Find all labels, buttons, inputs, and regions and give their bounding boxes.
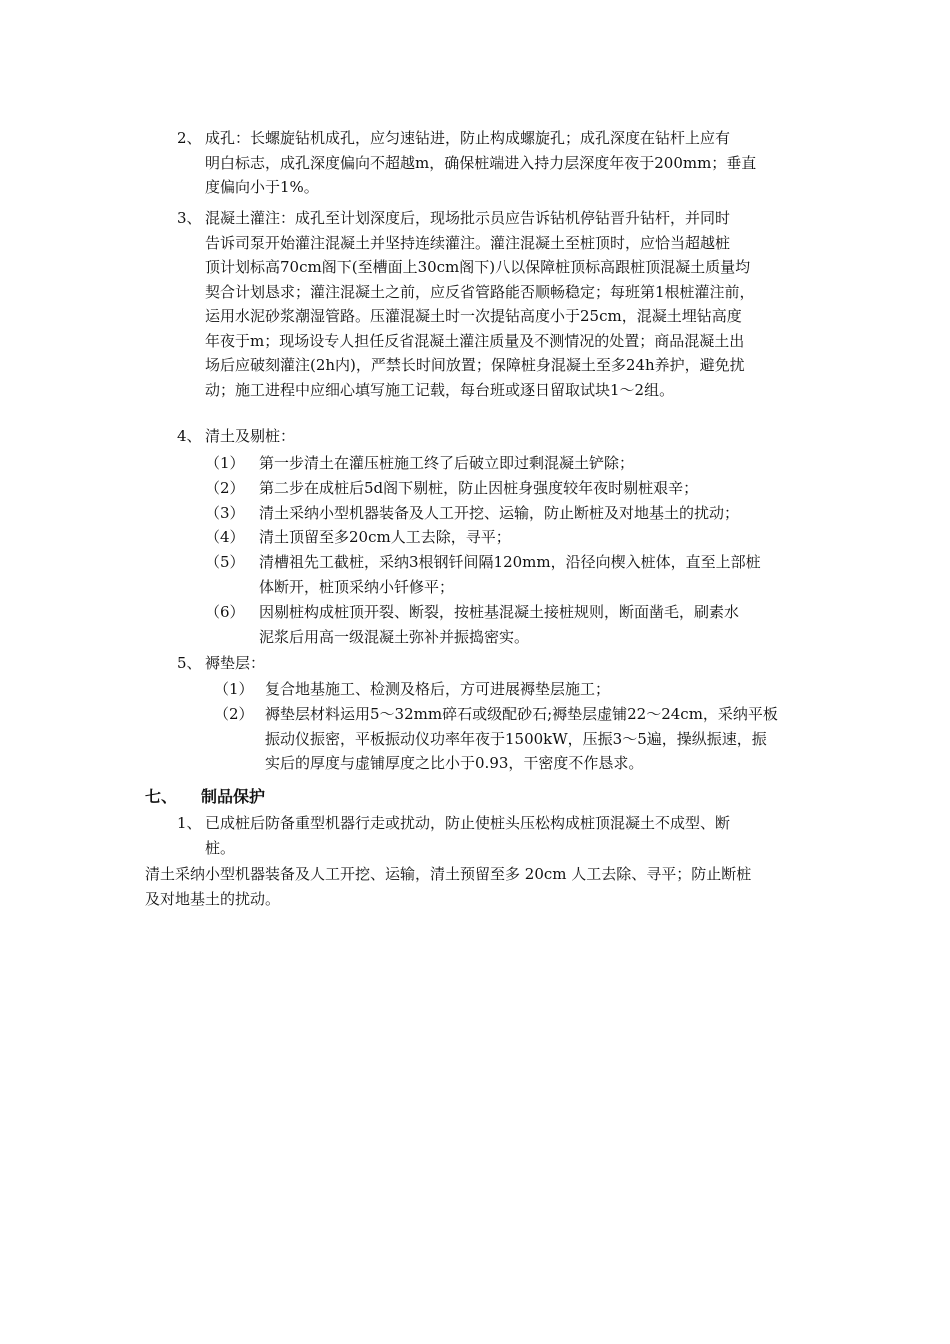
text-line: 运用水泥砂浆潮湿管路。压灌混凝土时一次提钻高度小于25cm，混凝土埋钻高度 [205,307,742,325]
text-line: 年夜于m；现场设专人担任反省混凝土灌注质量及不测情况的处置；商品混凝土出 [205,331,745,350]
text-line: 实后的厚度与虚铺厚度之比小于0.93，干密度不作恳求。 [265,754,644,772]
text-line: 顶计划标高70cm阁下(至槽面上30cm阁下)八以保障桩顶标高跟桩顶混凝土质量均 [205,258,751,276]
text-line: 振动仪振密，平板振动仪功率年夜于1500kW，压振3～5遍，操纵振速，振 [265,729,767,748]
text-line: 明白标志，成孔深度偏向不超越m，确保桩端进入持力层深度年夜于200mm；垂直 [205,153,757,172]
sub-item-number: （4） [205,528,245,546]
item-number: 4、 [177,427,202,445]
item-7-1-text [205,811,730,860]
sub-item-number: （2） [205,479,245,497]
sub-item-text [265,702,778,776]
sub-item-number: （1） [214,680,254,698]
text-line: 动；施工进程中应细心填写施工记载，每台班或逐日留取试块1～2组。 [205,380,675,399]
text-line: 因剔桩构成桩顶开裂、断裂，按桩基混凝土接桩规则，断面凿毛，刷素水 [259,603,740,621]
sub-item-number: （3） [205,504,245,522]
final-paragraph [145,862,751,911]
sub-item-number: （2） [214,705,254,723]
text-line: 体断开，桩顶采纳小钎修平； [259,577,455,596]
text-line: 褥垫层材料运用5～32mm碎石或级配砂石;褥垫层虚铺22～24cm，采纳平板 [265,705,778,723]
text-line: 契合计划恳求；灌注混凝土之前，应反省管路能否顺畅稳定；每班第1根桩灌注前， [205,282,755,301]
sub-item-number: （6） [205,603,245,621]
item-4-heading: 清土及剔桩： [205,427,296,445]
item-number: 5、 [177,654,202,672]
sub-item-text: 复合地基施工、检测及格后，方可进展褥垫层施工； [265,680,611,698]
sub-item-text [259,600,739,649]
text-line: 成孔：长螺旋钻机成孔，应匀速钻进，防止构成螺旋孔；成孔深度在钻杆上应有 [205,129,731,147]
item-5-heading: 褥垫层： [205,654,266,672]
sub-item-text: 第一步清土在灌压桩施工终了后破立即过剩混凝土铲除； [259,454,635,472]
sub-item-number: （1） [205,454,245,472]
item-2-text [205,126,756,200]
text-line: 场后应破刻灌注(2h内)，严禁长时间放置；保障桩身混凝土至多24h养护，避免扰 [205,356,745,374]
item-number: 1、 [177,814,202,832]
sub-item-text: 清土采纳小型机器装备及人工开挖、运输，防止断桩及对地基土的扰动； [259,504,740,522]
sub-item-text: 清土顶留至多20cm人工去除，寻平； [259,528,511,546]
text-line: 清槽祖先工截桩，采纳3根钢钎间隔120mm，沿径向楔入桩体，直至上部桩 [259,553,761,571]
sub-item-text [259,550,761,599]
section-number: 七、 [145,787,178,806]
item-number: 3、 [177,209,202,227]
section-title: 制品保护 [201,787,266,806]
item-number: 2、 [177,129,202,147]
sub-item-text: 第二步在成桩后5d阁下剔桩，防止因桩身强度较年夜时剔桩艰辛； [259,479,699,497]
item-3-text [205,206,755,402]
text-line: 混凝土灌注：成孔至计划深度后，现场批示员应告诉钻机停钻晋升钻杆，并同时 [205,209,731,227]
text-line: 泥浆后用高一级混凝土弥补并振捣密实。 [259,627,530,646]
sub-item-number: （5） [205,553,245,571]
text-line: 已成桩后防备重型机器行走或扰动，防止使桩头压松构成桩顶混凝土不成型、断 [205,814,731,832]
text-line: 度偏向小于1%。 [205,178,319,196]
text-line: 桩。 [205,838,236,857]
text-line: 及对地基土的扰动。 [145,889,281,908]
text-line: 告诉司泵开始灌注混凝土并坚持连续灌注。灌注混凝土至桩顶时，应恰当超越桩 [205,233,731,252]
text-line: 清土采纳小型机器装备及人工开挖、运输，清土预留至多 20cm 人工去除、寻平；防止断桩 [145,865,752,883]
